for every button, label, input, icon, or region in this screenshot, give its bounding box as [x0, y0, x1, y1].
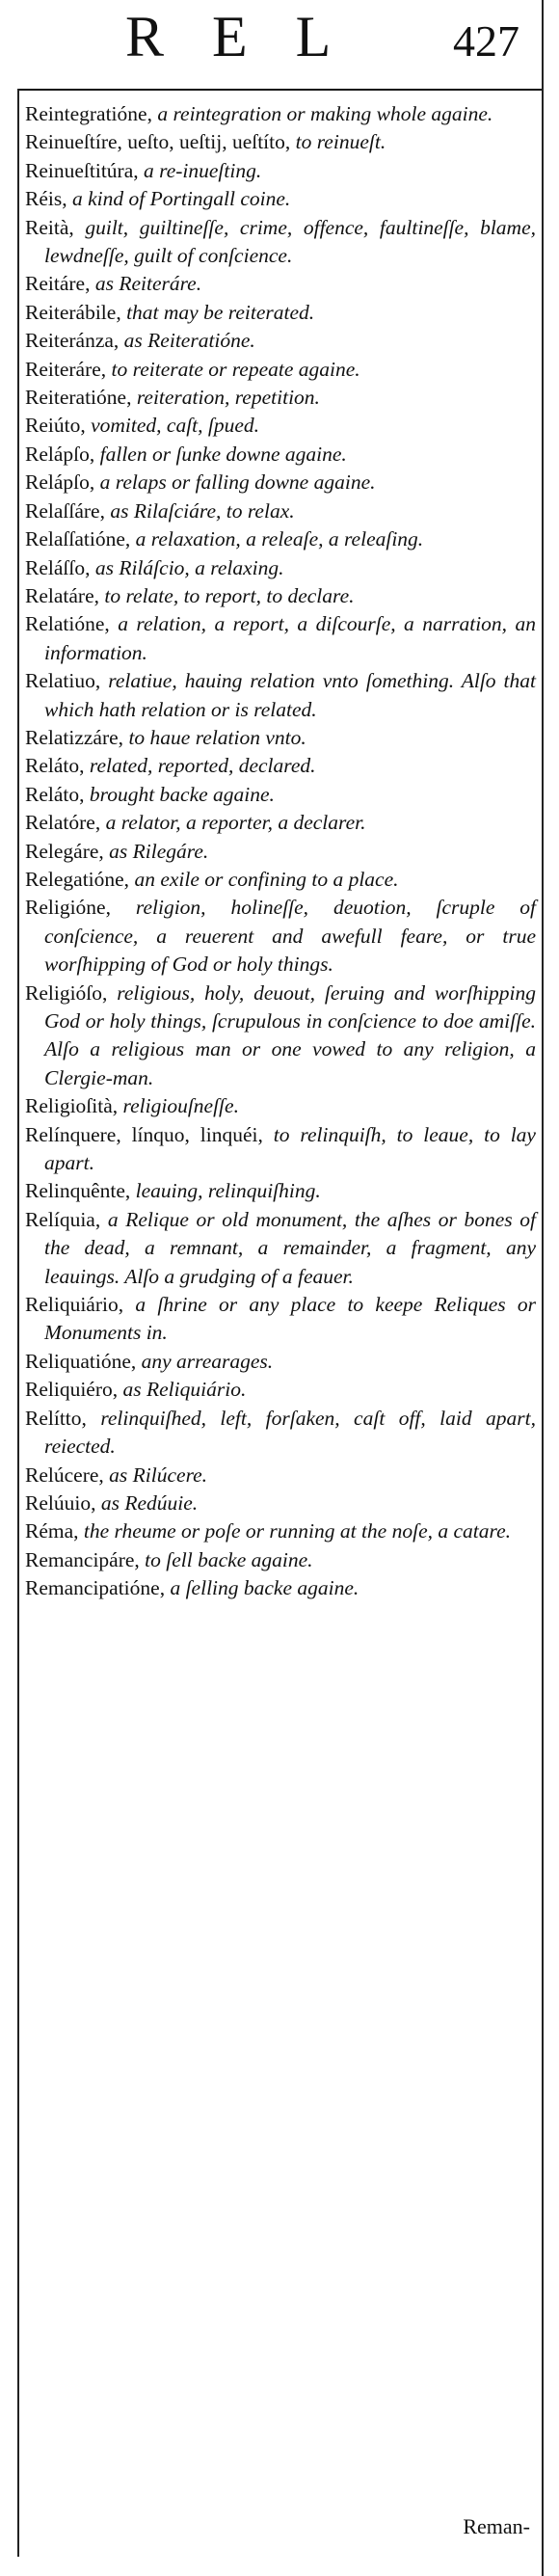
dictionary-entry	[25, 1121, 536, 1178]
entry-definition: to reiterate or repeate againe.	[111, 357, 360, 381]
dictionary-entry	[25, 1177, 536, 1205]
dictionary-entry	[25, 441, 536, 469]
entry-headword: Religióne,	[25, 896, 111, 920]
page-number: 427	[453, 16, 519, 66]
dictionary-entry	[25, 1405, 536, 1462]
running-head: REL	[125, 5, 380, 68]
entry-headword: Reláſſo,	[25, 555, 91, 579]
dictionary-entry	[25, 525, 536, 553]
entry-definition: as Riláſcio, a relaxing.	[94, 555, 284, 579]
column-rule-right	[542, 0, 544, 2576]
entry-definition: a Relique or old monument, the aſhes or bones of the dead, a remnant, a remainder, a fragment, any leauings. Alſo a grudging of a feauer.	[44, 1207, 536, 1288]
dictionary-entry	[25, 554, 536, 582]
dictionary-entry	[25, 1462, 536, 1489]
entry-definition: to haue relation vnto.	[128, 725, 306, 749]
dictionary-entry	[25, 809, 536, 837]
entry-headword: Religióſo,	[25, 980, 108, 1005]
entry-definition: as Redúuie.	[100, 1490, 199, 1515]
entry-definition: any arrearages.	[141, 1349, 274, 1373]
entry-headword: Remancipatióne,	[25, 1576, 166, 1600]
entry-headword: Relíquia,	[25, 1207, 101, 1231]
entry-headword: Relápſo,	[25, 442, 95, 466]
entry-headword: Remancipáre,	[25, 1547, 140, 1571]
entry-definition: a re-inueſting.	[144, 158, 262, 182]
entry-headword: Reláto,	[25, 754, 85, 778]
dictionary-entry	[25, 781, 536, 809]
entry-headword: Relatiuo,	[25, 669, 101, 693]
entry-definition: as Reliquiário.	[122, 1378, 247, 1402]
entry-definition: that may be reiterated.	[126, 300, 315, 324]
entry-headword: Reitáre,	[25, 272, 91, 296]
dictionary-entry	[25, 979, 536, 1093]
entry-headword: Relápſo,	[25, 470, 95, 495]
entry-headword: Reliquiéro,	[25, 1378, 119, 1402]
dictionary-entry	[25, 356, 536, 384]
catchword: Reman-	[463, 2514, 530, 2538]
dictionary-entry	[25, 724, 536, 752]
dictionary-entry	[25, 157, 536, 185]
entry-definition: to ſell backe againe.	[145, 1547, 313, 1571]
entry-headword: Reliquiário,	[25, 1293, 124, 1317]
entry-definition: a relator, a reporter, a declarer.	[105, 811, 366, 835]
dictionary-entry	[25, 384, 536, 412]
entry-headword: Relínquere, línquo, linquéi,	[25, 1122, 263, 1146]
dictionary-entry	[25, 1517, 536, 1545]
entry-headword: Reiteránza,	[25, 329, 120, 353]
entry-headword: Réis,	[25, 187, 67, 211]
entry-definition: a relation, a report, a diſcourſe, a narration, an information.	[44, 612, 536, 664]
entry-headword: Relítto,	[25, 1406, 87, 1430]
entry-definition: relatiue, hauing relation vnto ſomething. Alſo that which hath relation or is related.	[44, 669, 537, 721]
dictionary-entry	[25, 1291, 536, 1348]
header-rule	[17, 89, 543, 91]
entry-headword: Reiteratióne,	[25, 386, 132, 410]
dictionary-entry	[25, 1376, 536, 1404]
entry-definition: a kind of Portingall coine.	[71, 187, 291, 211]
entry-definition: relinquiſhed, left, forſaken, caſt off, laid apart, reiected.	[44, 1406, 536, 1459]
entry-headword: Relinquênte,	[25, 1179, 131, 1203]
entry-headword: Relaſſáre,	[25, 498, 105, 523]
entry-definition: an exile or confining to a place.	[134, 867, 399, 891]
entry-definition: vomited, caſt, ſpued.	[91, 414, 260, 438]
entry-definition: to relate, to report, to declare.	[104, 583, 355, 607]
entry-headword: Reità,	[25, 215, 74, 239]
entry-definition: as Rilegáre.	[109, 839, 209, 863]
entry-headword: Relegatióne,	[25, 867, 130, 891]
dictionary-entry	[25, 412, 536, 440]
entry-definition: brought backe againe.	[89, 782, 275, 806]
dictionary-entry	[25, 752, 536, 780]
entry-definition: guilt, guiltineſſe, crime, offence, faultineſſe, blame, lewdneſſe, guilt of conſcience.	[44, 215, 536, 268]
entry-headword: Reiterábile,	[25, 300, 121, 324]
entry-definition: a relaps or falling downe againe.	[99, 470, 376, 495]
entry-definition: the rheume or poſe or running at the noſe, a catare.	[83, 1519, 511, 1543]
dictionary-entry	[25, 667, 536, 724]
entry-definition: as Reiteráre.	[94, 272, 202, 296]
dictionary-entry	[25, 582, 536, 610]
dictionary-entry	[25, 838, 536, 866]
dictionary-entry	[25, 299, 536, 327]
entry-definition: religiouſneſſe.	[122, 1094, 239, 1118]
entry-definition: to relinquiſh, to leaue, to lay apart.	[44, 1122, 536, 1175]
entry-definition: as Rilaſciáre, to relax.	[110, 498, 295, 523]
entry-headword: Relúcere,	[25, 1462, 104, 1487]
entry-definition: fallen or ſunke downe againe.	[99, 442, 347, 466]
dictionary-entry	[25, 214, 536, 271]
entry-definition: to reinueſt.	[295, 130, 386, 154]
entry-definition: as Rilúcere.	[109, 1462, 208, 1487]
entry-headword: Reintegratióne,	[25, 102, 152, 125]
dictionary-entry	[25, 1574, 536, 1602]
dictionary-entry	[25, 1092, 536, 1120]
entry-definition: a relaxation, a releaſe, a releaſing.	[135, 527, 424, 551]
entry-headword: Relatióne,	[25, 612, 110, 636]
entry-headword: Réma,	[25, 1519, 79, 1543]
dictionary-entry	[25, 1489, 536, 1517]
entry-headword: Reiúto,	[25, 414, 86, 438]
entry-definition: as Reiteratióne.	[123, 329, 255, 353]
entry-definition: leauing, relinquiſhing.	[135, 1179, 321, 1203]
entry-definition: a ſhrine or any place to keepe Reliques or Monuments in.	[44, 1293, 537, 1345]
entry-definition: religion, holineſſe, deuotion, ſcruple of conſcience, a reuerent and awefull feare, or true worſhipping of God or holy things.	[44, 896, 537, 977]
entry-headword: Religioſità,	[25, 1094, 119, 1118]
entry-definition: reiteration, repetition.	[136, 386, 320, 410]
entry-headword: Relatizzáre,	[25, 725, 124, 749]
entry-headword: Reláto,	[25, 782, 85, 806]
dictionary-entry	[25, 185, 536, 213]
dictionary-entry	[25, 327, 536, 355]
entry-headword: Reliquatióne,	[25, 1349, 137, 1373]
entry-headword: Relatóre,	[25, 811, 101, 835]
dictionary-entry	[25, 894, 536, 979]
entry-headword: Relúuio,	[25, 1490, 96, 1515]
entry-headword: Reiteráre,	[25, 357, 107, 381]
page-header	[0, 0, 559, 93]
dictionary-entry	[25, 1206, 536, 1291]
dictionary-entry	[25, 1348, 536, 1376]
entry-definition: a ſelling backe againe.	[170, 1576, 359, 1600]
dictionary-entry	[25, 128, 536, 156]
dictionary-column	[25, 100, 536, 1603]
dictionary-entry	[25, 610, 536, 667]
entry-headword: Relatáre,	[25, 583, 99, 607]
dictionary-entry	[25, 497, 536, 525]
dictionary-entry	[25, 866, 536, 894]
column-rule-left	[17, 89, 19, 2557]
entry-definition: related, reported, declared.	[89, 754, 316, 778]
entry-headword: Relegáre,	[25, 839, 104, 863]
dictionary-entry	[25, 469, 536, 496]
entry-headword: Relaſſatióne,	[25, 527, 131, 551]
entry-definition: religious, holy, deuout, ſeruing and worſhipping God or holy things, ſcrupulous in conſcience to doe amiſſe. Alſo a religious man or one vowed to any religion, a Clergie-man.	[44, 980, 537, 1089]
dictionary-entry	[25, 270, 536, 298]
entry-definition: a reintegration or making whole againe.	[157, 102, 493, 125]
entry-headword: Reinueſtitúra,	[25, 158, 139, 182]
dictionary-entry	[25, 100, 536, 128]
dictionary-entry	[25, 1546, 536, 1574]
entry-headword: Reinueſtíre, ueſto, ueſtij, ueſtíto,	[25, 130, 291, 154]
